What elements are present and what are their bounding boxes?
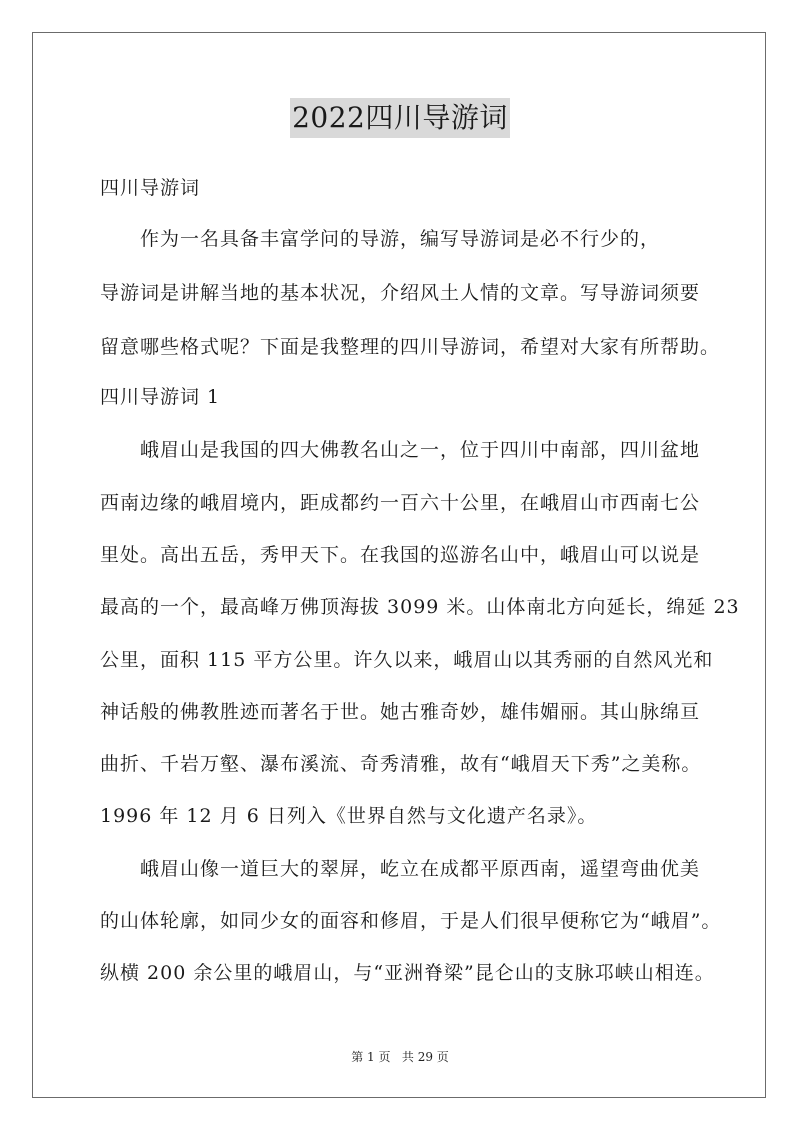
paragraph-line: 留意哪些格式呢？下面是我整理的四川导游词，希望对大家有所帮助。: [100, 336, 721, 358]
page-footer: [0, 1049, 800, 1065]
paragraph-line: 导游词是讲解当地的基本状况，介绍风土人情的文章。写导游词须要: [100, 282, 701, 304]
title-container: [0, 98, 800, 138]
paragraph-line: 神话般的佛教胜迹而著名于世。她古雅奇妙，雄伟媚丽。其山脉绵亘: [100, 701, 701, 723]
paragraph-line: 西南边缘的峨眉境内，距成都约一百六十公里，在峨眉山市西南七公: [100, 492, 701, 514]
paragraph-line: 纵横 200 余公里的峨眉山，与“亚洲脊梁”昆仑山的支脉邛峡山相连。: [100, 962, 715, 984]
section-heading: 四川导游词 1: [100, 386, 221, 408]
paragraph-line: 峨眉山是我国的四大佛教名山之一，位于四川中南部，四川盆地: [100, 439, 701, 461]
paragraph-line: 曲折、千岩万壑、瀑布溪流、奇秀清雅，故有“峨眉天下秀”之美称。: [100, 753, 702, 775]
paragraph-line: 里处。高出五岳，秀甲天下。在我国的巡游名山中，峨眉山可以说是: [100, 544, 701, 566]
page-total: 共 29 页: [401, 1050, 449, 1064]
section-heading: 四川导游词: [100, 177, 201, 199]
paragraph-line: 最高的一个，最高峰万佛顶海拔 3099 米。山体南北方向延长，绵延 23: [100, 596, 740, 618]
paragraph-line: 作为一名具备丰富学问的导游，编写导游词是必不行少的，: [100, 228, 661, 250]
paragraph-line: 的山体轮廓，如同少女的面容和修眉，于是人们很早便称它为“峨眉”。: [100, 910, 722, 932]
paragraph-line: 1996 年 12 月 6 日列入《世界自然与文化遗产名录》。: [100, 805, 598, 827]
document-title: 2022四川导游词: [290, 98, 510, 138]
paragraph-line: 峨眉山像一道巨大的翠屏，屹立在成都平原西南，遥望弯曲优美: [100, 858, 701, 880]
paragraph-line: 公里，面积 115 平方公里。许久以来，峨眉山以其秀丽的自然风光和: [100, 649, 714, 671]
page-number: 第 1 页: [351, 1050, 391, 1064]
